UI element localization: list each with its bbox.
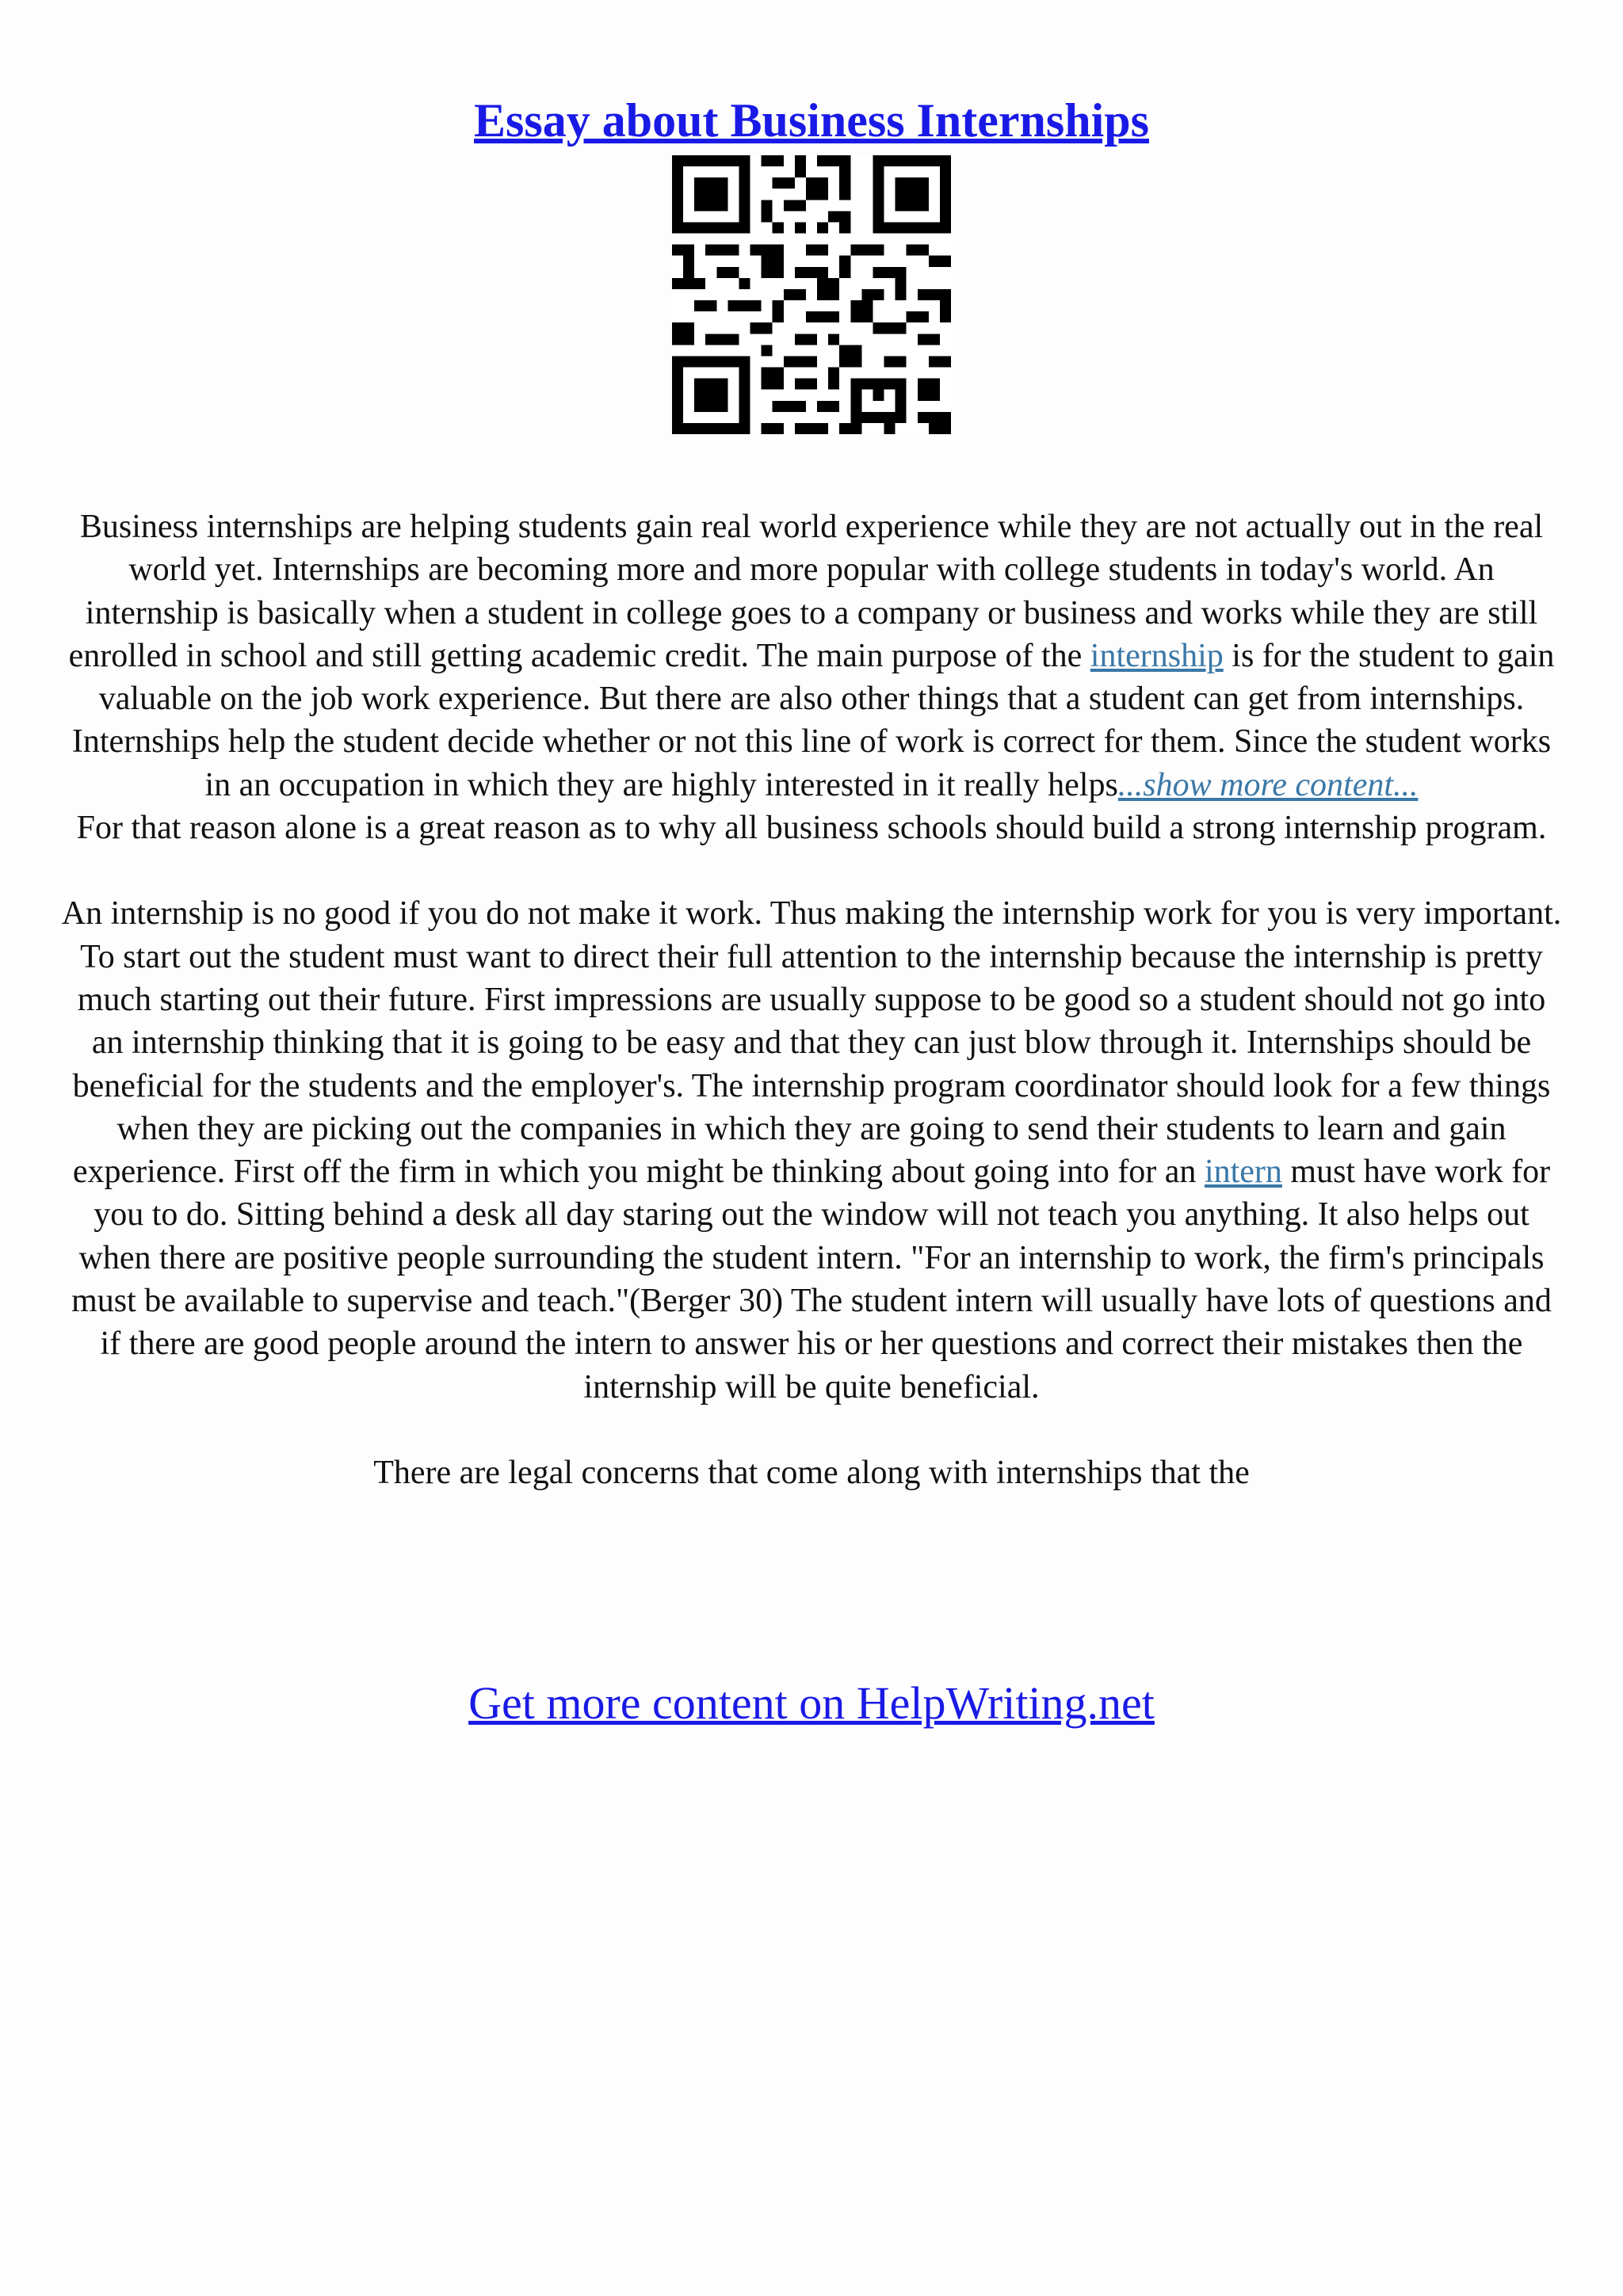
- internship-link[interactable]: internship: [1090, 637, 1224, 674]
- qr-code-icon: [672, 155, 951, 434]
- essay-body: [60, 505, 1563, 1494]
- essay-paragraph: [60, 892, 1563, 1409]
- essay-paragraph: For that reason alone is a great reason as to why all business schools should build a strong internship program.: [76, 810, 1547, 847]
- get-more-content-link[interactable]: Get more content on HelpWriting.net: [468, 1677, 1155, 1729]
- intern-link[interactable]: intern: [1204, 1154, 1282, 1191]
- paragraph-text: Business internships are helping students gain real world experience while they are not actually out in the real world yet. Internships are becoming more and more popular with college students in today's world. An internship is basically when a student in college goes to a company or business and works while they are still enrolled in school and still getting academic credit. The main purpose of the: [68, 509, 1544, 674]
- paragraph-text: must have work for you to do. Sitting behind a desk all day staring out the window will not teach you anything. It also helps out when there are positive people surrounding the student intern. "For an internship to work, the firm's principals must be available to supervise and teach."(Berger 30) The student intern will usually have lots of questions and if there are good people around the intern to answer his or her questions and correct their mistakes then the internship will be quite beneficial.: [71, 1154, 1552, 1405]
- title-link[interactable]: Essay about Business Internships: [474, 94, 1149, 147]
- paragraph-text: is for the student to gain valuable on the job work experience. But there are also other things that a student can get from internships. Internships help the student decide whether or not this line of work is correct for them. Since the student works in an occupation in which they are highly interested in it really helps: [71, 637, 1555, 803]
- essay-paragraph: [60, 505, 1563, 807]
- show-more-link[interactable]: ...show more content...: [1117, 766, 1419, 803]
- page-title: [0, 89, 1623, 152]
- footer: [0, 1672, 1623, 1735]
- paragraph-text: An internship is no good if you do not make it work. Thus making the internship work for you is very important. To start out the student must want to direct their full attention to the internship because the internship is pretty much starting out their future. First impressions are usually suppose to be good so a student should not go into an internship thinking that it is going to be easy and that they can just blow through it. Internships should be beneficial for the students and the employer's. The internship program coordinator should look for a few things when they are picking out the companies in which they are going to send their students to learn and gain experience. First off the firm in which you might be thinking about going into for an: [61, 895, 1562, 1191]
- essay-paragraph: There are legal concerns that come along with internships that the: [373, 1454, 1250, 1491]
